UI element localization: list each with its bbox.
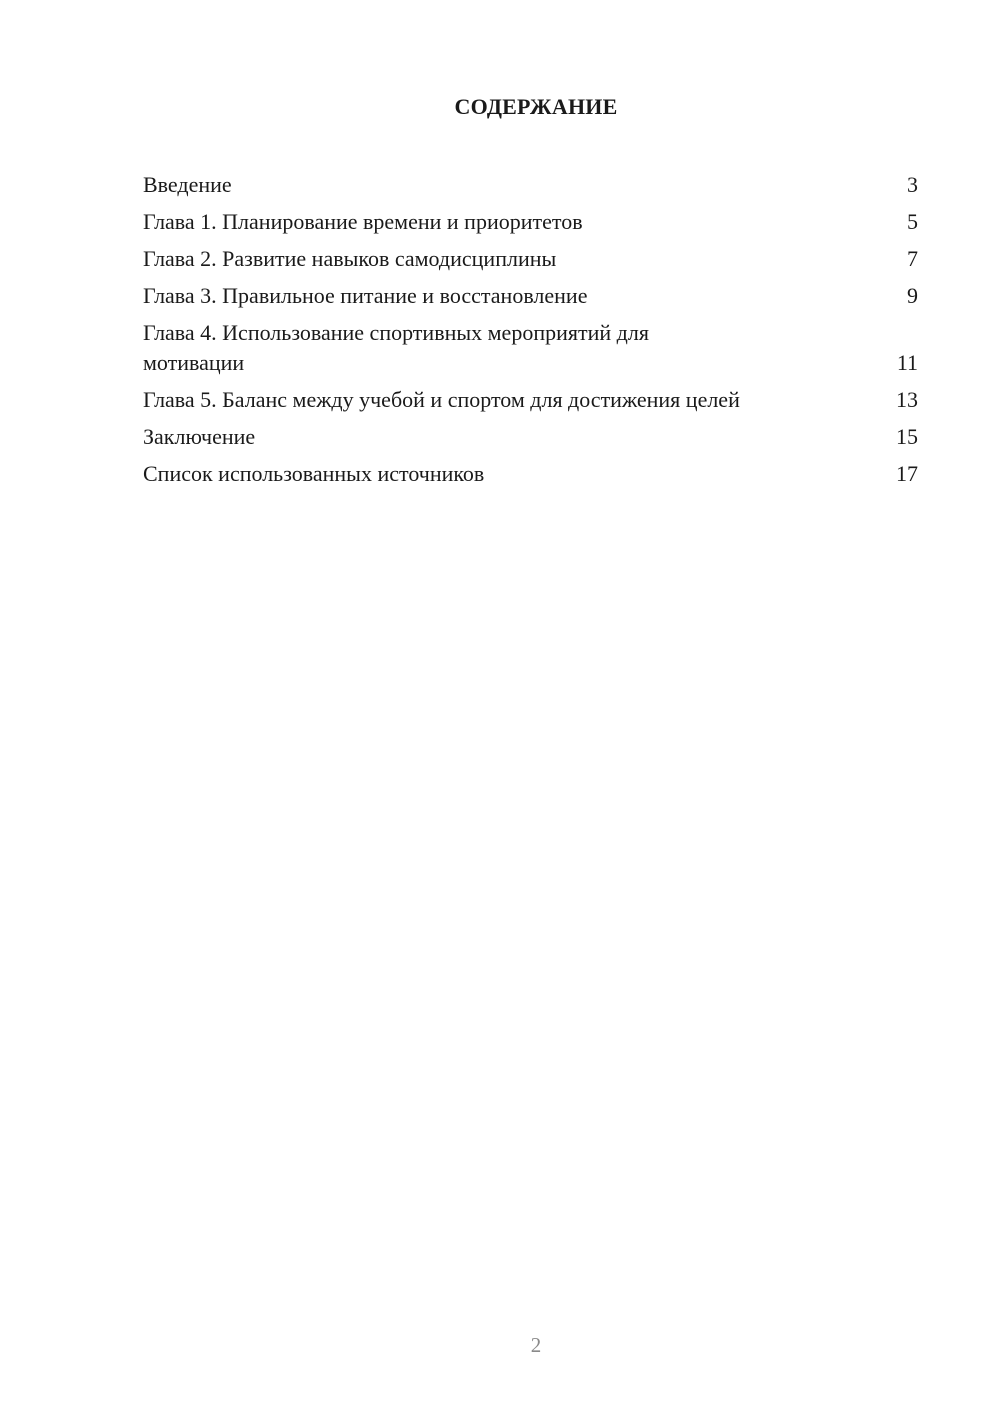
toc-entry-label: Глава 1. Планирование времени и приоритетов (143, 209, 583, 234)
toc-entry-page: 3 (907, 172, 918, 197)
toc-entry (143, 459, 918, 489)
toc-entry-label: Заключение (143, 424, 256, 449)
toc-entry (143, 207, 918, 237)
toc-entry-label: Введение (143, 172, 232, 197)
page-title: СОДЕРЖАНИЕ (454, 94, 618, 119)
toc-entry-label: Глава 2. Развитие навыков самодисциплины (143, 246, 557, 271)
toc-entry-page: 9 (907, 283, 918, 308)
toc-entry-page: 11 (896, 350, 918, 375)
toc-entry-label: Список использованных источников (143, 461, 485, 486)
toc-entry-page: 17 (896, 461, 918, 486)
toc-entry (143, 318, 918, 378)
page-number: 2 (530, 1333, 542, 1357)
toc-entry-page: 7 (907, 246, 918, 271)
toc-entry (143, 422, 918, 452)
toc-entry (143, 170, 918, 200)
toc-entry-label: Глава 4. Использование спортивных мероприятий для мотивации (143, 320, 649, 375)
toc-entry-label: Глава 5. Баланс между учебой и спортом для достижения целей (143, 387, 740, 412)
toc-entry (143, 244, 918, 274)
toc-entry-label: Глава 3. Правильное питание и восстановление (143, 283, 588, 308)
table-of-contents (143, 170, 918, 496)
toc-entry (143, 281, 918, 311)
toc-entry (143, 385, 918, 415)
toc-entry-page: 13 (896, 387, 918, 412)
toc-entry-page: 15 (896, 424, 918, 449)
toc-entry-page: 5 (907, 209, 918, 234)
